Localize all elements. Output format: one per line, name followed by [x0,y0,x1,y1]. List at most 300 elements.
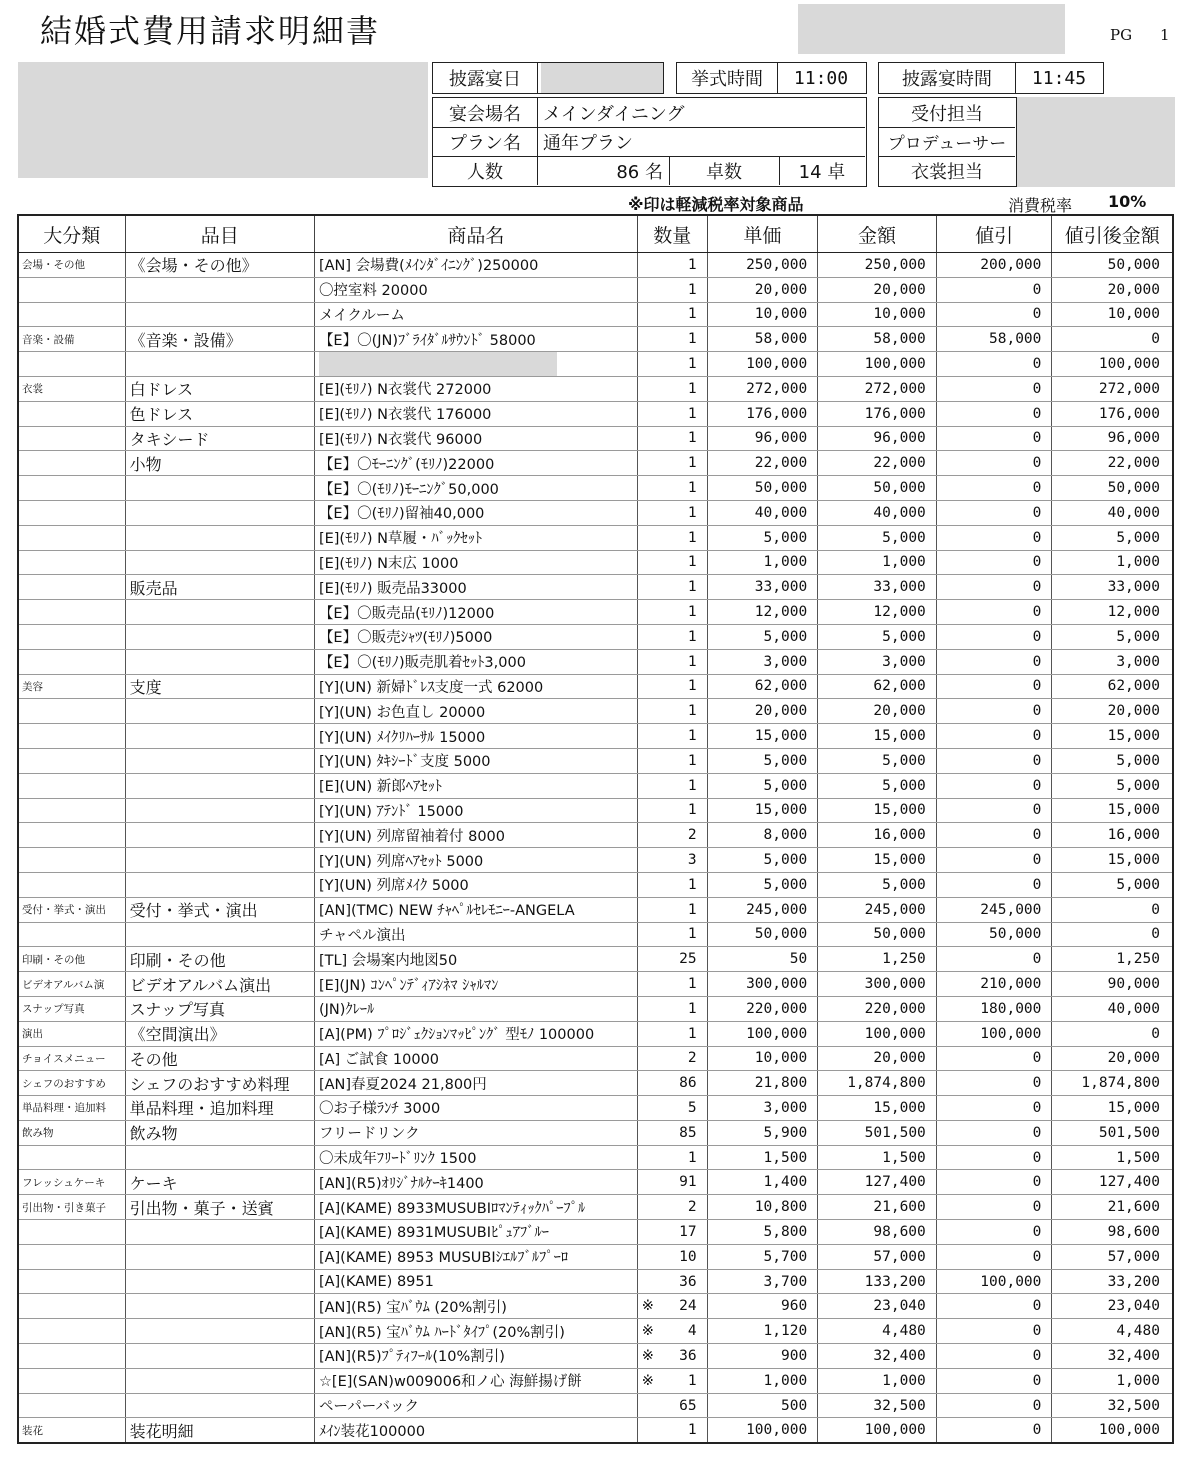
cell-discount: 0 [937,749,1053,773]
cell-discount: 0 [937,625,1053,649]
table-body [19,253,1172,1442]
qty-value: 1 [687,356,697,373]
qty-value: 1 [687,529,697,546]
cell-category [19,1146,126,1170]
cell-net-amount: 5,000 [1116,628,1160,645]
cell-unit-price: 50 [708,947,819,971]
qty-value: 4 [687,1323,697,1340]
table-row [19,1270,1172,1295]
cell-discount: 200,000 [937,253,1053,277]
cell-amount: 16,000 [818,823,937,847]
table-row [19,823,1172,848]
cell-unit-price: 3,700 [708,1270,819,1294]
cell-net-amount: 16,000 [1107,827,1160,844]
table-row [19,501,1172,526]
table-row [19,774,1172,799]
cell-amount: 100,000 [818,1418,937,1442]
qty-value: 36 [679,1273,697,1290]
cell-category [19,526,126,550]
venue-value: メインダイニング [543,103,685,125]
cell-item [126,476,315,500]
qty-value: 1 [687,752,697,769]
table-row [19,1146,1172,1171]
cell-net-amount: 5,000 [1116,752,1160,769]
col-header-unit-price: 単価 [708,216,819,252]
cell-qty [638,476,708,500]
cell-amount: 32,400 [818,1344,937,1368]
cell-category: 受付・挙式・演出 [19,898,126,922]
cell-net-amount: 21,600 [1107,1199,1160,1216]
cell-discount: 0 [937,352,1053,376]
cell-category [19,1319,126,1343]
cell-qty [638,699,708,723]
cell-unit-price: 8,000 [708,823,819,847]
cell-item: 引出物・菓子・送賓 [126,1195,315,1219]
cell-product-name: [AN](R5) 宝ﾊﾞｳﾑ (20%割引) [315,1294,638,1318]
tax-rate-value: 10% [1108,192,1147,211]
cell-qty [638,526,708,550]
qty-value: 1 [687,1372,697,1389]
cell-product-name: [Y](UN) ﾀｷｼｰﾄﾞ支度 5000 [315,749,638,773]
qty-value: 2 [687,827,697,844]
cell-item [126,352,315,376]
cell-product-name: [Y](UN) ﾒｲｸﾘﾊｰｻﾙ 15000 [315,724,638,748]
cell-net-amount: 15,000 [1107,802,1160,819]
cell-unit-price: 100,000 [708,1418,819,1442]
cell-unit-price: 15,000 [708,724,819,748]
cell-category [19,1270,126,1294]
cell-qty [638,947,708,971]
qty-value: 5 [687,1099,697,1116]
cell-product-name: 【E】〇(ﾓﾘﾉ)ﾓｰﾆﾝｸﾞ50,000 [315,476,638,500]
cell-amount: 58,000 [818,327,937,351]
cell-discount: 0 [937,1369,1053,1393]
cell-category: スナップ写真 [19,997,126,1021]
cell-item: 小物 [126,451,315,475]
page-label: PG [1110,26,1133,44]
table-row [19,625,1172,650]
cell-net-amount: 50,000 [1107,256,1160,273]
cell-discount: 0 [937,873,1053,897]
cell-qty [638,749,708,773]
cell-unit-price: 20,000 [708,699,819,723]
cell-item [126,1294,315,1318]
cell-product-name: [Y](UN) 列席留袖着付 8000 [315,823,638,847]
qty-value: 1 [687,802,697,819]
cell-net-amount: 3,000 [1116,653,1160,670]
cell-category: 引出物・引き菓子 [19,1195,126,1219]
reception-date-label: 披露宴日 [449,69,521,90]
cell-product-name: [AN](R5)ﾌﾟﾃｨﾌｰﾙ(10%割引) [315,1344,638,1368]
col-header-net-amount: 値引後金額 [1064,224,1160,247]
cell-net-amount: 15,000 [1107,728,1160,745]
cell-product-name: [TL] 会場案内地図50 [315,947,638,971]
cell-qty [638,997,708,1021]
cell-qty [638,823,708,847]
cell-qty [638,377,708,401]
qty-value: 1 [687,480,697,497]
cell-category [19,625,126,649]
qty-value: 1 [687,1149,697,1166]
ceremony-time-box [676,62,867,94]
cell-item: 装花明細 [126,1418,315,1442]
cell-unit-price: 1,400 [708,1170,819,1194]
cell-qty [638,675,708,699]
cell-category: シェフのおすすめ [19,1071,126,1095]
cell-unit-price: 5,000 [708,774,819,798]
cell-amount: 98,600 [818,1220,937,1244]
cell-item: 受付・挙式・演出 [126,898,315,922]
cell-product-name: [AN] 会場費(ﾒｲﾝﾀﾞｲﾆﾝｸﾞ)250000 [315,253,638,277]
reception-date-box [432,62,664,94]
qty-value: 25 [679,951,697,968]
cell-item [126,1344,315,1368]
cell-unit-price: 960 [708,1294,819,1318]
table-row [19,898,1172,923]
cell-item: 《空間演出》 [126,1022,315,1046]
table-row [19,1022,1172,1047]
cell-qty [638,1394,708,1418]
cell-net-amount: 15,000 [1107,1099,1160,1116]
venue-label: 宴会場名 [449,103,521,125]
cell-discount: 0 [937,377,1053,401]
cell-unit-price: 5,000 [708,526,819,550]
table-row [19,724,1172,749]
cell-category: 演出 [19,1022,126,1046]
cell-amount: 20,000 [818,699,937,723]
cell-discount: 0 [937,575,1053,599]
qty-value: 1 [687,1000,697,1017]
redacted-staff-names [1017,97,1175,187]
table-row [19,1071,1172,1096]
cell-unit-price: 5,900 [708,1121,819,1145]
cell-qty [638,575,708,599]
cell-qty [638,451,708,475]
cell-item [126,774,315,798]
cell-amount: 10,000 [818,303,937,327]
table-row [19,1170,1172,1195]
cell-product-name: 【E】〇販売ｼｬﾂ(ﾓﾘﾉ)5000 [315,625,638,649]
cell-product-name: [Y](UN) 列席ﾍｱｾｯﾄ 5000 [315,848,638,872]
qty-value: 1 [687,1422,697,1439]
cell-amount: 15,000 [818,799,937,823]
cell-qty [638,1418,708,1442]
cell-product-name: [A](KAME) 8951 [315,1270,638,1294]
cell-unit-price: 10,000 [708,303,819,327]
qty-value: 65 [679,1397,697,1414]
cell-discount: 0 [937,848,1053,872]
cell-category [19,699,126,723]
cell-product-name: フリードリンク [315,1121,638,1145]
table-row [19,377,1172,402]
cell-item [126,303,315,327]
ceremony-time-value: 11:00 [793,67,849,89]
cell-net-amount: 501,500 [1098,1124,1160,1141]
cell-net-amount: 10,000 [1107,306,1160,323]
cell-product-name: [A](KAME) 8931MUSUBIﾋﾟｭｱﾌﾞﾙｰ [315,1220,638,1244]
cell-qty [638,1270,708,1294]
table-row [19,1220,1172,1245]
qty-value: 2 [687,1050,697,1067]
cell-unit-price: 100,000 [708,1022,819,1046]
cell-net-amount: 272,000 [1098,380,1160,397]
table-row [19,1121,1172,1146]
cell-item [126,526,315,550]
cell-qty [638,1294,708,1318]
col-header-amount: 金額 [818,216,937,252]
cell-product-name: 【E】〇ﾓｰﾆﾝｸﾞ(ﾓﾘﾉ)22000 [315,451,638,475]
ceremony-time-label: 挙式時間 [691,69,763,90]
cell-discount: 0 [937,799,1053,823]
qty-value: 1 [687,380,697,397]
cell-net-amount: 5,000 [1116,876,1160,893]
cell-item: ケーキ [126,1170,315,1194]
cell-item: 支度 [126,675,315,699]
cell-amount: 5,000 [818,625,937,649]
cell-unit-price: 245,000 [708,898,819,922]
tables-label: 卓数 [706,161,742,183]
cell-amount: 300,000 [818,972,937,996]
cell-discount: 0 [937,1096,1053,1120]
cell-product-name: [AN](R5) 宝ﾊﾞｳﾑ ﾊｰﾄﾞﾀｲﾌﾟ(20%割引) [315,1319,638,1343]
cell-unit-price: 50,000 [708,923,819,947]
cell-category [19,278,126,302]
cell-net-amount: 127,400 [1098,1174,1160,1191]
cell-discount: 0 [937,501,1053,525]
cell-unit-price: 500 [708,1394,819,1418]
reception-time-label: 披露宴時間 [902,69,992,90]
cell-product-name: 【E】〇(JN)ﾌﾞﾗｲﾀﾞﾙｻｳﾝﾄﾞ 58000 [315,327,638,351]
cell-category: 印刷・その他 [19,947,126,971]
cell-product-name [315,352,638,376]
cell-net-amount: 5,000 [1116,529,1160,546]
cell-net-amount: 33,200 [1107,1273,1160,1290]
cell-amount: 176,000 [818,402,937,426]
cell-unit-price: 3,000 [708,650,819,674]
cell-net-amount: 12,000 [1107,604,1160,621]
cell-discount: 0 [937,1344,1053,1368]
cell-net-amount: 98,600 [1107,1223,1160,1240]
cell-category [19,1220,126,1244]
cell-category [19,650,126,674]
qty-value: 1 [687,777,697,794]
cell-product-name: [Y](UN) ｱﾃﾝﾄﾞ 15000 [315,799,638,823]
qty-value: 1 [687,976,697,992]
cell-category [19,749,126,773]
qty-value: 1 [687,703,697,720]
cell-discount: 0 [937,1121,1053,1145]
cell-amount: 1,250 [818,947,937,971]
table-row [19,1294,1172,1319]
producer-label: プロデューサー [887,134,1007,154]
table-row [19,1195,1172,1220]
cell-amount: 220,000 [818,997,937,1021]
cell-product-name: [E](ﾓﾘﾉ) 販売品33000 [315,575,638,599]
cell-qty [638,327,708,351]
cell-amount: 23,040 [818,1294,937,1318]
qty-value: 1 [687,405,697,422]
qty-value: 1 [687,926,697,943]
cell-product-name: [A] ご試食 10000 [315,1047,638,1071]
table-row [19,873,1172,898]
cell-category [19,1294,126,1318]
table-row [19,327,1172,352]
cell-item [126,278,315,302]
qty-value: 17 [679,1223,697,1240]
cell-category [19,600,126,624]
cell-category [19,575,126,599]
cell-qty [638,1022,708,1046]
cell-item [126,501,315,525]
table-row [19,848,1172,873]
cell-unit-price: 20,000 [708,278,819,302]
cell-net-amount: 100,000 [1098,1422,1160,1439]
cell-net-amount: 32,400 [1107,1347,1160,1364]
cell-category [19,1344,126,1368]
cell-category: 会場・その他 [19,253,126,277]
cell-discount: 0 [937,451,1053,475]
col-header-item: 品目 [126,216,315,252]
cell-amount: 62,000 [818,675,937,699]
cell-discount: 0 [937,699,1053,723]
cell-amount: 20,000 [818,1047,937,1071]
cell-discount: 180,000 [937,997,1053,1021]
cell-item [126,848,315,872]
cell-discount: 0 [937,1319,1053,1343]
table-row [19,699,1172,724]
table-row [19,526,1172,551]
cell-discount: 0 [937,675,1053,699]
cell-qty [638,873,708,897]
table-row [19,650,1172,675]
cell-item: その他 [126,1047,315,1071]
cell-amount: 20,000 [818,278,937,302]
reduced-tax-mark: ※ [641,1298,654,1315]
cell-category: ビデオアルバム演 [19,972,126,996]
tables-value: 14 卓 [798,161,846,183]
cell-net-amount: 1,250 [1116,951,1160,968]
cell-item: 単品料理・追加料理 [126,1096,315,1120]
cell-qty [638,1121,708,1145]
cell-category [19,873,126,897]
cell-unit-price: 300,000 [708,972,819,996]
cell-amount: 1,000 [818,551,937,575]
cell-category [19,848,126,872]
cell-qty [638,1369,708,1393]
qty-value: 1 [687,430,697,447]
table-header [19,216,1172,253]
cell-amount: 245,000 [818,898,937,922]
cell-amount: 50,000 [818,476,937,500]
cell-category [19,1369,126,1393]
cell-amount: 22,000 [818,451,937,475]
page-number: 1 [1160,26,1170,44]
table-row [19,600,1172,625]
cell-net-amount: 62,000 [1107,678,1160,695]
reduced-tax-note: ※印は軽減税率対象商品 [628,195,804,214]
table-row [19,749,1172,774]
cell-unit-price: 22,000 [708,451,819,475]
cell-category [19,1394,126,1418]
cell-net-amount: 1,500 [1116,1149,1160,1166]
plan-value: 通年プラン [543,132,633,154]
cell-product-name: [E](ﾓﾘﾉ) N衣裳代 176000 [315,402,638,426]
col-header-discount: 値引 [937,216,1053,252]
redacted-couple-info [18,62,428,178]
cell-net-amount: 20,000 [1107,281,1160,298]
cell-discount: 100,000 [937,1022,1053,1046]
cell-discount: 0 [937,427,1053,451]
cell-category: 音楽・設備 [19,327,126,351]
tax-rate-label: 消費税率 [1008,196,1073,215]
cell-discount: 0 [937,278,1053,302]
cell-qty [638,352,708,376]
cell-discount: 0 [937,1394,1053,1418]
qty-value: 1 [687,504,697,521]
cell-amount: 96,000 [818,427,937,451]
cell-product-name: 【E】〇販売品(ﾓﾘﾉ)12000 [315,600,638,624]
cell-product-name: [Y](UN) 新婦ﾄﾞﾚｽ支度一式 62000 [315,675,638,699]
reduced-tax-mark: ※ [641,1372,654,1389]
cell-net-amount: 33,000 [1107,579,1160,596]
cell-discount: 0 [937,476,1053,500]
cell-amount: 32,500 [818,1394,937,1418]
table-row [19,278,1172,303]
cell-amount: 501,500 [818,1121,937,1145]
cell-qty [638,1319,708,1343]
cell-unit-price: 1,000 [708,551,819,575]
cell-discount: 0 [937,724,1053,748]
cell-discount: 0 [937,1071,1053,1095]
redacted-reception-date [541,63,663,93]
invoice-table [17,214,1174,1444]
cell-discount: 0 [937,947,1053,971]
cell-net-amount: 1,000 [1116,1372,1160,1389]
table-row [19,427,1172,452]
cell-net-amount: 57,000 [1107,1248,1160,1265]
qty-value: 1 [687,678,697,695]
cell-net-amount: 100,000 [1098,356,1160,373]
cell-discount: 0 [937,774,1053,798]
table-row [19,1319,1172,1344]
cell-product-name: [E](ﾓﾘﾉ) N末広 1000 [315,551,638,575]
cell-amount: 5,000 [818,774,937,798]
cell-amount: 5,000 [818,526,937,550]
cell-product-name: [A](KAME) 8953 MUSUBIｼｴﾙﾌﾞﾙﾌﾟｰﾛ [315,1245,638,1269]
cell-unit-price: 58,000 [708,327,819,351]
cell-qty [638,1047,708,1071]
cell-amount: 50,000 [818,923,937,947]
cell-discount: 245,000 [937,898,1053,922]
cell-unit-price: 50,000 [708,476,819,500]
qty-value: 1 [687,628,697,645]
cell-net-amount: 20,000 [1107,703,1160,720]
cell-amount: 1,000 [818,1369,937,1393]
cell-unit-price: 15,000 [708,799,819,823]
cell-unit-price: 3,000 [708,1096,819,1120]
cell-unit-price: 21,800 [708,1071,819,1095]
qty-value: 10 [679,1248,697,1265]
cell-unit-price: 250,000 [708,253,819,277]
table-row [19,799,1172,824]
cell-qty [638,774,708,798]
cell-qty [638,402,708,426]
cell-amount: 250,000 [818,253,937,277]
cell-product-name: 〇お子様ﾗﾝﾁ 3000 [315,1096,638,1120]
cell-unit-price: 5,000 [708,848,819,872]
cell-category: 単品料理・追加料 [19,1096,126,1120]
cell-item: 飲み物 [126,1121,315,1145]
